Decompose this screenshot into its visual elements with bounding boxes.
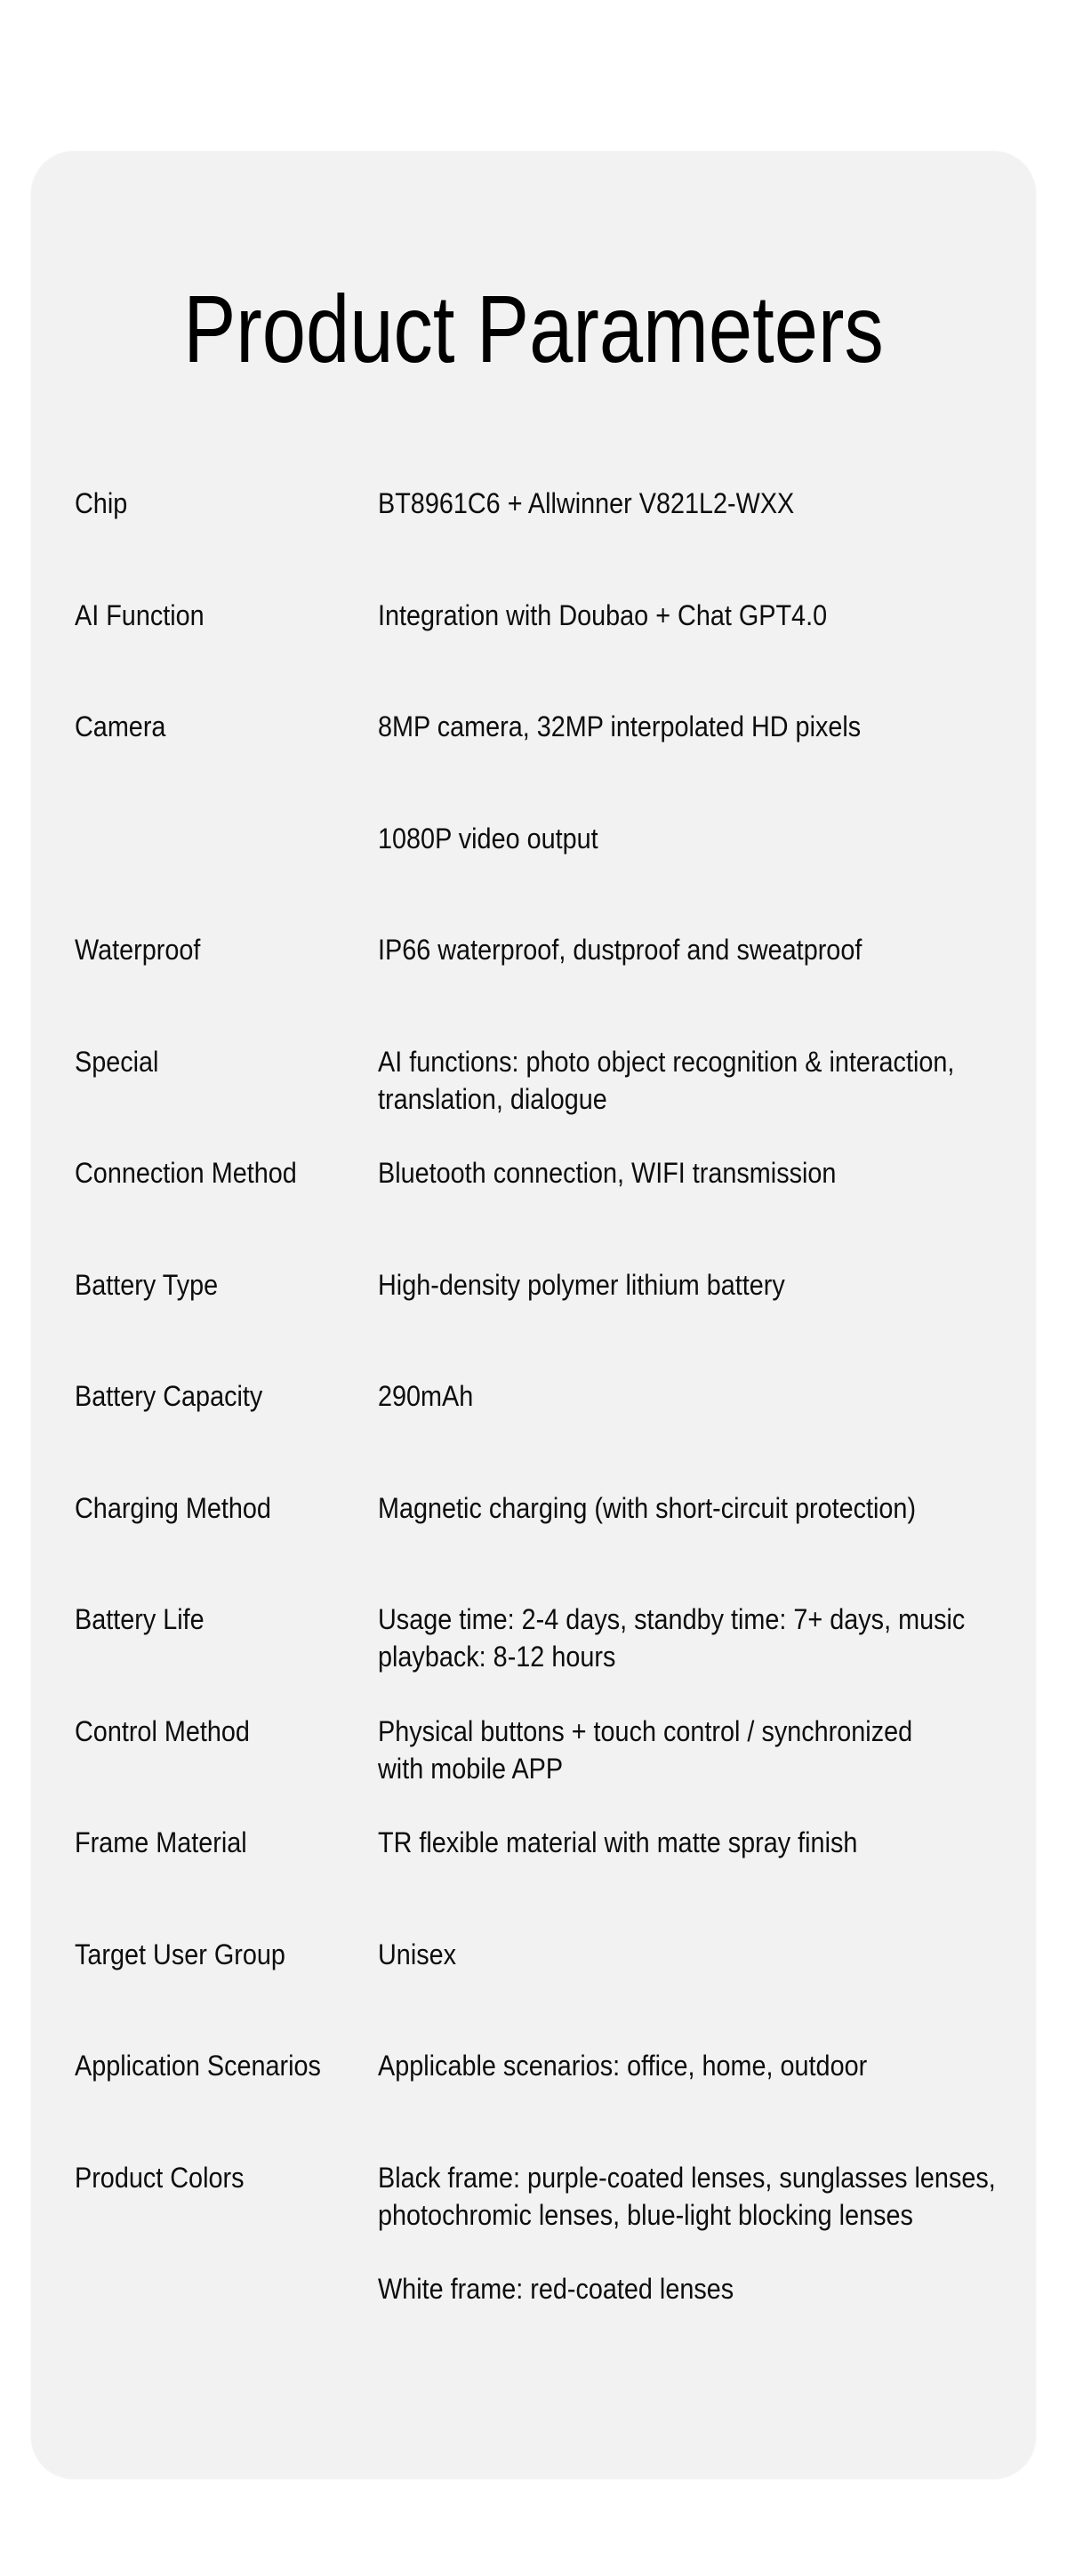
spec-label: Charging Method: [75, 1491, 271, 1524]
spec-value-line: with mobile APP: [378, 1752, 564, 1785]
spec-value: [378, 485, 1000, 522]
spec-row: [75, 931, 1000, 1043]
spec-label: Special: [75, 1045, 159, 1078]
spec-value-line: Black frame: purple-coated lenses, sunglasses lenses,: [378, 2161, 996, 2194]
spec-value-line: Bluetooth connection, WIFI transmission: [378, 1157, 837, 1189]
spec-label: Camera: [75, 710, 166, 742]
spec-value-line: BT8961C6 + Allwinner V821L2-WXX: [378, 487, 795, 519]
spec-label: Connection Method: [75, 1157, 297, 1189]
spec-row: [75, 1154, 1000, 1266]
product-parameters-card: [31, 151, 1036, 2479]
spec-value-line: Physical buttons + touch control / synchronized: [378, 1714, 913, 1747]
spec-value-line: 1080P video output: [378, 822, 598, 855]
spec-label: Battery Type: [75, 1268, 219, 1301]
spec-row: [75, 597, 1000, 709]
spec-label: Target User Group: [75, 1938, 285, 1970]
spec-label: AI Function: [75, 598, 205, 631]
spec-value: [378, 1713, 1000, 1787]
spec-row: [75, 1824, 1000, 1936]
spec-label: Battery Life: [75, 1603, 205, 1635]
spec-row: [75, 1936, 1000, 2048]
spec-value-line: playback: 8-12 hours: [378, 1641, 616, 1673]
spec-value: [378, 1824, 1000, 1861]
spec-row: [75, 820, 1000, 932]
spec-value: [378, 708, 1000, 745]
spec-value-line: IP66 waterproof, dustproof and sweatproof: [378, 934, 862, 966]
spec-value-line: AI functions: photo object recognition & interaction,: [378, 1045, 955, 1078]
spec-value: [378, 931, 1000, 968]
spec-value-line: Usage time: 2-4 days, standby time: 7+ days, music: [378, 1603, 966, 1635]
spec-label: Chip: [75, 487, 128, 519]
spec-row: [75, 1043, 1000, 1155]
spec-label: Frame Material: [75, 1826, 247, 1858]
spec-row: [75, 1266, 1000, 1378]
spec-row: [75, 2047, 1000, 2159]
spec-value-line: 290mAh: [378, 1380, 474, 1412]
spec-row: [75, 2159, 1000, 2271]
spec-value: [378, 1601, 1000, 1675]
spec-row: [75, 485, 1000, 597]
spec-label: Application Scenarios: [75, 2050, 321, 2082]
spec-row: [75, 1713, 1000, 1825]
spec-value-line: Integration with Doubao + Chat GPT4.0: [378, 598, 828, 631]
spec-value-line: TR flexible material with matte spray finish: [378, 1826, 858, 1858]
spec-value-line: photochromic lenses, blue-light blocking lenses: [378, 2198, 913, 2231]
spec-row: [75, 1377, 1000, 1489]
spec-value: [378, 597, 1000, 634]
spec-value: [378, 820, 1000, 857]
spec-row: [75, 708, 1000, 820]
spec-label: Control Method: [75, 1714, 250, 1747]
spec-value-line: White frame: red-coated lenses: [378, 2273, 734, 2305]
page-title: Product Parameters: [183, 275, 884, 382]
spec-value-line: High-density polymer lithium battery: [378, 1268, 785, 1301]
spec-value: [378, 1154, 1000, 1192]
spec-label: Product Colors: [75, 2161, 245, 2194]
spec-value: [378, 2047, 1000, 2084]
spec-value: [378, 1043, 1000, 1118]
spec-value: [378, 2270, 1000, 2307]
spec-value: [378, 1489, 1000, 1527]
spec-value-line: Magnetic charging (with short-circuit protection): [378, 1491, 917, 1524]
spec-value: [378, 1936, 1000, 1973]
spec-value-line: Applicable scenarios: office, home, outdoor: [378, 2050, 868, 2082]
spec-row: [75, 1489, 1000, 1601]
spec-value-line: Unisex: [378, 1938, 457, 1970]
spec-value-line: translation, dialogue: [378, 1082, 607, 1115]
spec-row: [75, 2270, 1000, 2382]
spec-value: [378, 1266, 1000, 1304]
spec-label: Waterproof: [75, 934, 201, 966]
spec-value: [378, 2159, 1000, 2234]
spec-table: [75, 485, 1000, 2382]
spec-value: [378, 1377, 1000, 1415]
spec-row: [75, 1601, 1000, 1713]
spec-label: Battery Capacity: [75, 1380, 263, 1412]
spec-value-line: 8MP camera, 32MP interpolated HD pixels: [378, 710, 862, 742]
